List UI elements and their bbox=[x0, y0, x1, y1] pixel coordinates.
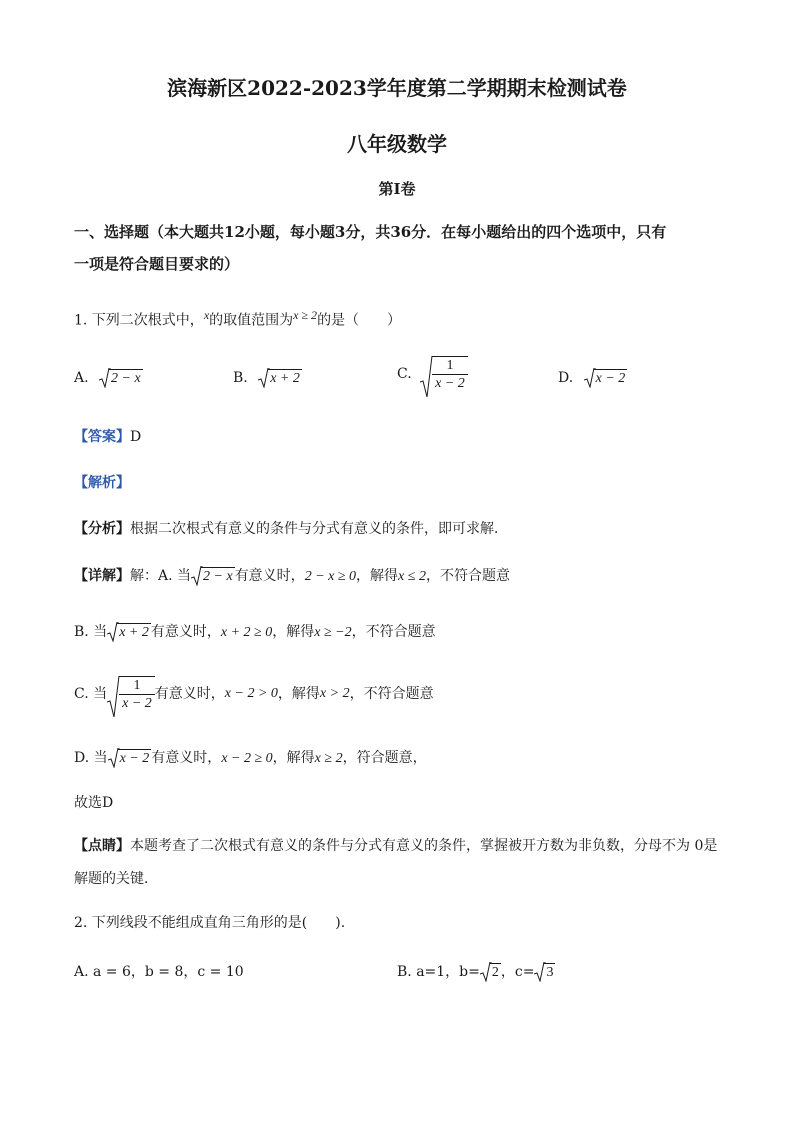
q2-option-a: A. a = 6，b = 8，c = 10 bbox=[74, 964, 244, 980]
radical-sign bbox=[534, 962, 546, 982]
sqrt-expression bbox=[191, 566, 235, 586]
section-heading-line1: 一、选择题（本大题共12小题，每小题3分，共36分．在每小题给出的四个选项中，只有 bbox=[74, 223, 667, 241]
option-label: A. bbox=[74, 370, 89, 386]
detail-text: ，解得 bbox=[356, 568, 399, 584]
radicand: x − 2 bbox=[595, 371, 626, 386]
sqrt-expression bbox=[258, 368, 302, 388]
inequality: x − 2 ≥ 0 bbox=[221, 751, 273, 766]
detail-line-b bbox=[74, 622, 436, 643]
sqrt-expression bbox=[480, 962, 501, 982]
dianjing-line1 bbox=[74, 836, 717, 856]
radical-sign bbox=[420, 356, 433, 398]
sqrt-expression bbox=[584, 368, 628, 388]
radicand: 2 − x bbox=[111, 371, 141, 386]
solution: x ≥ −2 bbox=[314, 625, 352, 640]
detail-text: 解：A. 当 bbox=[130, 568, 192, 584]
detail-text: 有意义时， bbox=[154, 686, 225, 702]
answer-value: D bbox=[130, 429, 142, 445]
detail-text: D. 当 bbox=[74, 750, 108, 766]
inequality: x + 2 ≥ 0 bbox=[220, 625, 273, 640]
option-text: ，c= bbox=[500, 964, 535, 980]
radicand: x + 2 bbox=[270, 371, 300, 386]
solution: x ≥ 2 bbox=[314, 751, 343, 766]
sqrt-expression bbox=[534, 962, 555, 982]
dianjing-tag: 【点睛】 bbox=[74, 838, 130, 854]
detail-line-a bbox=[74, 566, 510, 587]
detail-text: B. 当 bbox=[74, 624, 108, 640]
dianjing-line2: 解题的关键． bbox=[74, 871, 158, 887]
detail-text: 有意义时， bbox=[150, 624, 221, 640]
detail-text: ，解得 bbox=[272, 750, 315, 766]
radical-sign bbox=[258, 368, 270, 388]
conclusion-line: 故选D bbox=[74, 795, 114, 811]
radical-sign bbox=[108, 748, 120, 768]
detail-line-d bbox=[74, 748, 427, 769]
exam-title: 滨海新区2022-2023学年度第二学期期末检测试卷 bbox=[167, 76, 627, 100]
radicand: 3 bbox=[546, 965, 554, 980]
detail-text: C. 当 bbox=[74, 686, 108, 702]
numerator: 1 bbox=[432, 357, 468, 375]
denominator: x − 2 bbox=[435, 376, 465, 391]
stem-condition: x ≥ 2 bbox=[293, 308, 318, 322]
detail-line-c bbox=[74, 676, 434, 712]
fraction bbox=[432, 356, 468, 392]
radicand: x + 2 bbox=[119, 625, 149, 640]
radical-sign bbox=[191, 566, 203, 586]
option-a bbox=[74, 368, 143, 388]
radicand: 2 bbox=[491, 965, 499, 980]
radicand: 2 − x bbox=[203, 569, 233, 584]
detail-text: 有意义时， bbox=[151, 750, 222, 766]
fenxi-tag: 【分析】 bbox=[74, 521, 130, 537]
option-label: B. bbox=[233, 370, 248, 386]
detail-text: ，不符合题意 bbox=[351, 624, 436, 640]
dianjing-text: 本题考查了二次根式有意义的条件与分式有意义的条件，掌握被开方数为非负数，分母不为 0是 bbox=[130, 838, 718, 854]
detail-text: 有意义时， bbox=[234, 568, 305, 584]
numerator: 1 bbox=[119, 677, 155, 695]
denominator: x − 2 bbox=[122, 696, 152, 711]
solution: x ≤ 2 bbox=[398, 569, 426, 584]
answer-tag: 【答案】 bbox=[74, 429, 130, 445]
option-c bbox=[397, 356, 468, 392]
detail-text: ，解得 bbox=[272, 624, 315, 640]
fenxi-text: 根据二次根式有意义的条件与分式有意义的条件，即可求解． bbox=[130, 521, 508, 537]
radical-sign bbox=[99, 368, 111, 388]
stem-variable: x bbox=[203, 308, 210, 322]
option-text: B. a=1，b= bbox=[397, 964, 480, 980]
sqrt-expression bbox=[99, 368, 143, 388]
inequality: 2 − x ≥ 0 bbox=[304, 569, 357, 584]
stem-text: 的是（ ） bbox=[317, 312, 402, 329]
solution: x > 2 bbox=[319, 686, 350, 701]
analysis-line bbox=[74, 473, 130, 493]
sqrt-expression bbox=[108, 748, 152, 768]
radical-sign bbox=[107, 622, 119, 642]
sqrt-expression bbox=[107, 622, 151, 642]
q2-option-b bbox=[397, 962, 555, 982]
stem-text: 的取值范围为 bbox=[209, 312, 294, 329]
inequality: x − 2 > 0 bbox=[224, 686, 278, 701]
fenxi-line bbox=[74, 519, 508, 539]
xiangjie-tag: 【详解】 bbox=[74, 568, 130, 584]
sqrt-fraction bbox=[420, 356, 468, 392]
question-2-stem: 2. 下列线段不能组成直角三角形的是( ). bbox=[74, 915, 346, 931]
sqrt-fraction bbox=[107, 676, 155, 712]
option-b bbox=[233, 368, 302, 388]
volume-label: 第Ⅰ卷 bbox=[378, 180, 416, 198]
detail-text: ，不符合题意 bbox=[349, 686, 434, 702]
option-label: C. bbox=[397, 366, 412, 382]
subject-title: 八年级数学 bbox=[347, 132, 447, 156]
detail-text: ，不符合题意 bbox=[425, 568, 510, 584]
radical-sign bbox=[107, 676, 120, 718]
question-1-stem bbox=[74, 305, 401, 331]
stem-text: 1. 下列二次根式中， bbox=[74, 312, 204, 329]
option-label: D. bbox=[558, 370, 574, 386]
detail-text: ，解得 bbox=[277, 686, 320, 702]
answer-line bbox=[74, 427, 141, 447]
radicand: x − 2 bbox=[119, 751, 150, 766]
detail-text: ，符合题意， bbox=[342, 750, 427, 766]
radical-sign bbox=[480, 962, 492, 982]
fraction bbox=[119, 676, 155, 712]
radical-sign bbox=[584, 368, 596, 388]
analysis-tag: 【解析】 bbox=[74, 475, 130, 491]
section-heading-line2: 一项是符合题目要求的） bbox=[74, 255, 240, 273]
option-d bbox=[558, 368, 627, 388]
